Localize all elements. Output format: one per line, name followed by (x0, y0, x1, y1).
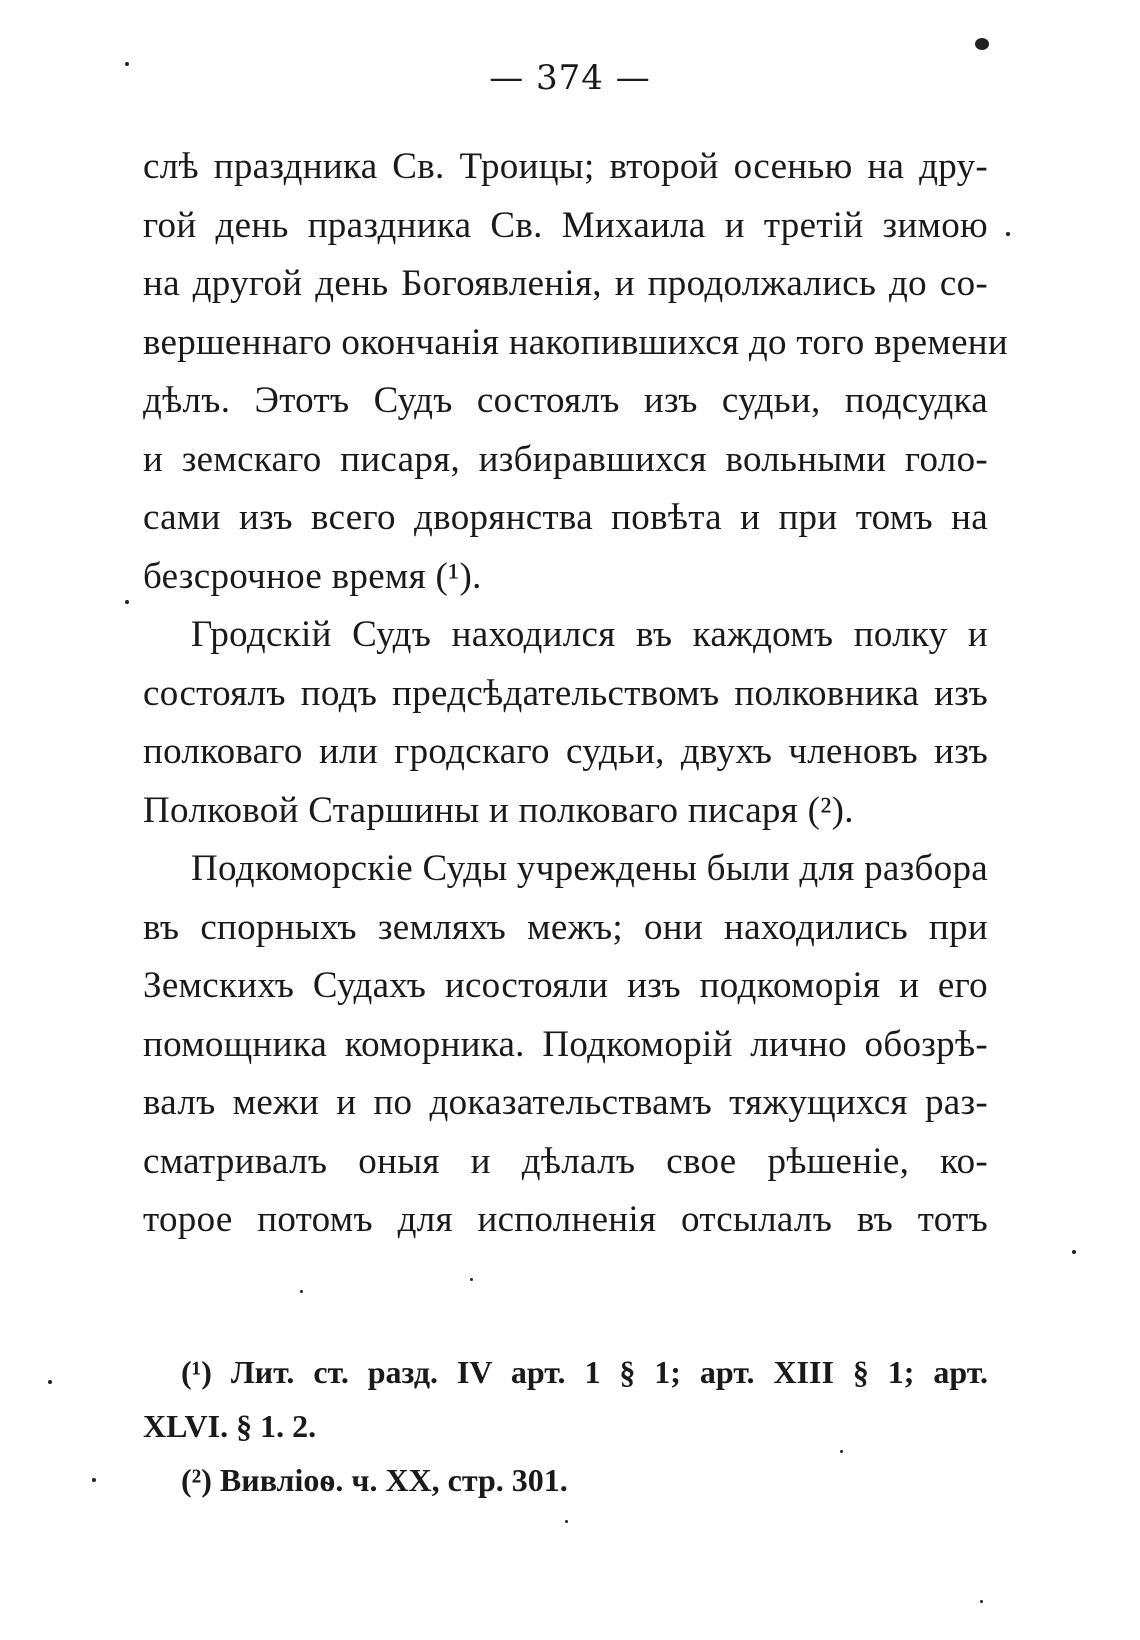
scan-speck (565, 1520, 568, 1523)
footnotes (143, 1345, 988, 1507)
scan-speck (125, 600, 129, 604)
text-line: помощника коморника. Подкоморій лично обозрѣ- (143, 1023, 988, 1065)
text-line: вершеннаго окончанія накопившихся до того времени (143, 321, 1008, 363)
text-line: полковаго или гродскаго судьи, двухъ членовъ изъ (143, 731, 988, 772)
text-line: валъ межи и по доказательствамъ тяжущихся раз- (143, 1082, 988, 1123)
scan-speck (300, 1290, 303, 1293)
body-text (143, 138, 1008, 1250)
scan-speck (470, 1278, 473, 1281)
text-line: Гродскій Судъ находился въ каждомъ полку и (191, 614, 988, 655)
text-line: дѣлъ. Этотъ Судъ состоялъ изъ судьи, подсудка (143, 380, 988, 421)
scan-speck (975, 38, 989, 50)
footnote-1: (¹) Лит. ст. разд. IV арт. 1 § 1; арт. XIII § 1; арт. (181, 1354, 988, 1390)
text-line: Полковой Старшины и полковаго писаря (²). (143, 789, 854, 831)
text-line: Подкоморскіе Суды учреждены были для разбора (191, 848, 988, 889)
text-line: состоялъ подъ предсѣдательствомъ полковника изъ (143, 672, 988, 714)
footnote-1-continuation: XLVI. § 1. 2. (143, 1408, 317, 1444)
page-number: — 374 — (489, 58, 651, 98)
text-line: сами изъ всего дворянства повѣта и при томъ на (143, 497, 988, 538)
text-line: безсрочное время (¹). (143, 555, 482, 597)
text-line: въ спорныхъ земляхъ межъ; они находились при (143, 906, 988, 948)
footnote-2: (²) Вивліоѳ. ч. XX, стр. 301. (181, 1462, 568, 1498)
text-line: на другой день Богоявленія, и продолжались до со- (143, 263, 988, 304)
text-line: и земскаго писаря, избиравшихся вольными голо- (143, 438, 988, 480)
scan-speck (1006, 232, 1010, 236)
text-line: Земскихъ Судахъ исостояли изъ подкоморія и его (143, 965, 988, 1006)
scan-speck (92, 1478, 96, 1482)
scan-speck (1072, 1250, 1076, 1254)
scan-speck (980, 1600, 983, 1603)
text-line: торое потомъ для исполненія отсылалъ въ тотъ (143, 1199, 988, 1240)
text-line: гой день праздника Св. Михаила и третій зимою (143, 204, 988, 246)
text-line: слѣ праздника Св. Троицы; второй осенью на дру- (143, 146, 988, 187)
scan-speck (125, 62, 129, 66)
scan-speck (48, 1380, 52, 1384)
text-line: сматривалъ оныя и дѣлалъ свое рѣшеніе, ко- (143, 1140, 988, 1182)
scan-speck (840, 1450, 843, 1453)
